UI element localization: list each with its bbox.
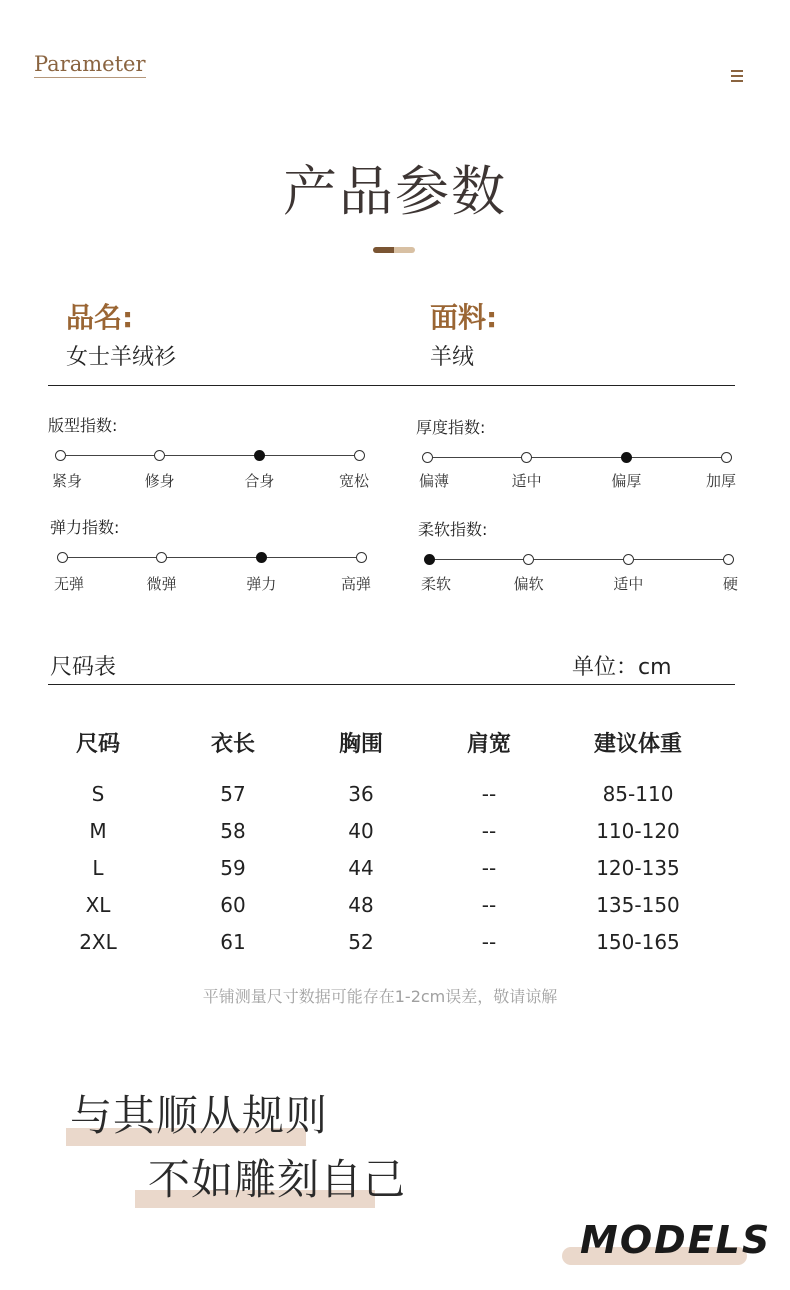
elasticity-index-title: 弹力指数: — [50, 518, 120, 537]
thickness-scale-label: 偏厚 — [611, 472, 642, 490]
models-label: MODELS — [580, 1218, 772, 1262]
table-cell: 60 — [220, 893, 246, 917]
elasticity-scale-label: 无弹 — [54, 575, 85, 593]
table-header-cell: 建议体重 — [593, 732, 682, 757]
product-name-label: 品名: — [66, 301, 134, 334]
fit-scale-dot — [55, 450, 66, 461]
thickness-scale-dot — [721, 452, 732, 463]
table-cell: 52 — [348, 930, 374, 954]
fit-scale-dot — [154, 450, 165, 461]
thickness-scale-line — [427, 457, 726, 458]
slogan-line-1: 与其顺从规则 — [70, 1091, 329, 1140]
fabric-value: 羊绒 — [430, 345, 475, 370]
fabric-label: 面料: — [430, 301, 498, 334]
table-cell: -- — [481, 856, 497, 880]
table-cell: 2XL — [79, 930, 117, 954]
table-cell: 120-135 — [596, 856, 680, 880]
thickness-scale-label: 加厚 — [705, 472, 736, 490]
table-cell: 150-165 — [596, 930, 680, 954]
fit-scale-dot — [254, 450, 265, 461]
size-chart-title: 尺码表 — [50, 655, 117, 680]
softness-scale-dot — [723, 554, 734, 565]
fit-index-title: 版型指数: — [48, 416, 118, 435]
brand-tag: Parameter — [34, 52, 146, 76]
table-header-cell: 肩宽 — [466, 732, 511, 757]
elasticity-scale-dot — [256, 552, 267, 563]
elasticity-scale-line — [62, 557, 361, 558]
table-cell: 110-120 — [596, 819, 680, 843]
softness-scale-line — [429, 559, 728, 560]
table-cell: -- — [481, 819, 497, 843]
table-cell: 57 — [220, 782, 246, 806]
title-divider — [373, 247, 415, 253]
page-title: 产品参数 — [283, 160, 507, 223]
table-cell: 48 — [348, 893, 374, 917]
thickness-index-title: 厚度指数: — [416, 418, 486, 437]
table-cell: -- — [481, 893, 497, 917]
elasticity-scale-label: 高弹 — [340, 575, 371, 593]
fit-scale-dot — [354, 450, 365, 461]
table-header-cell: 尺码 — [75, 732, 120, 757]
elasticity-scale-label: 弹力 — [246, 575, 277, 593]
table-cell: -- — [481, 930, 497, 954]
size-chart-unit: 单位：cm — [572, 655, 672, 680]
table-cell: 135-150 — [596, 893, 680, 917]
slogan-line-2: 不如雕刻自己 — [148, 1155, 407, 1204]
softness-scale-dot — [623, 554, 634, 565]
thickness-scale-dot — [621, 452, 632, 463]
menu-icon[interactable] — [731, 70, 743, 82]
softness-scale-label: 硬 — [722, 575, 738, 593]
softness-scale-label: 适中 — [613, 575, 644, 593]
table-cell: M — [89, 819, 107, 843]
table-header-cell: 衣长 — [210, 732, 255, 757]
table-cell: S — [91, 782, 105, 806]
fit-scale-label: 宽松 — [338, 472, 369, 490]
size-chart-divider — [48, 684, 735, 685]
elasticity-scale-label: 微弹 — [146, 575, 177, 593]
table-cell: -- — [481, 782, 497, 806]
fit-scale-line — [60, 455, 359, 456]
thickness-scale-dot — [521, 452, 532, 463]
table-cell: 85-110 — [602, 782, 674, 806]
table-cell: XL — [85, 893, 111, 917]
softness-scale-dot — [424, 554, 435, 565]
softness-index-title: 柔软指数: — [418, 520, 488, 539]
table-cell: 59 — [220, 856, 246, 880]
thickness-scale-label: 适中 — [511, 472, 542, 490]
softness-scale-label: 柔软 — [421, 575, 452, 593]
info-divider — [48, 385, 735, 386]
softness-scale-label: 偏软 — [513, 575, 544, 593]
table-cell: 61 — [220, 930, 246, 954]
table-cell: 44 — [348, 856, 374, 880]
elasticity-scale-dot — [57, 552, 68, 563]
table-cell: 40 — [348, 819, 374, 843]
fit-scale-label: 修身 — [144, 472, 175, 490]
table-cell: L — [92, 856, 104, 880]
measurement-note: 平铺测量尺寸数据可能存在1-2cm误差，敬请谅解 — [202, 987, 558, 1006]
elasticity-scale-dot — [156, 552, 167, 563]
table-cell: 58 — [220, 819, 246, 843]
table-cell: 36 — [348, 782, 374, 806]
product-name-value: 女士羊绒衫 — [66, 345, 177, 370]
elasticity-scale-dot — [356, 552, 367, 563]
softness-scale-dot — [523, 554, 534, 565]
thickness-scale-dot — [422, 452, 433, 463]
fit-scale-label: 紧身 — [52, 472, 83, 490]
fit-scale-label: 合身 — [244, 472, 275, 490]
table-header-cell: 胸围 — [338, 732, 383, 757]
thickness-scale-label: 偏薄 — [419, 472, 450, 490]
